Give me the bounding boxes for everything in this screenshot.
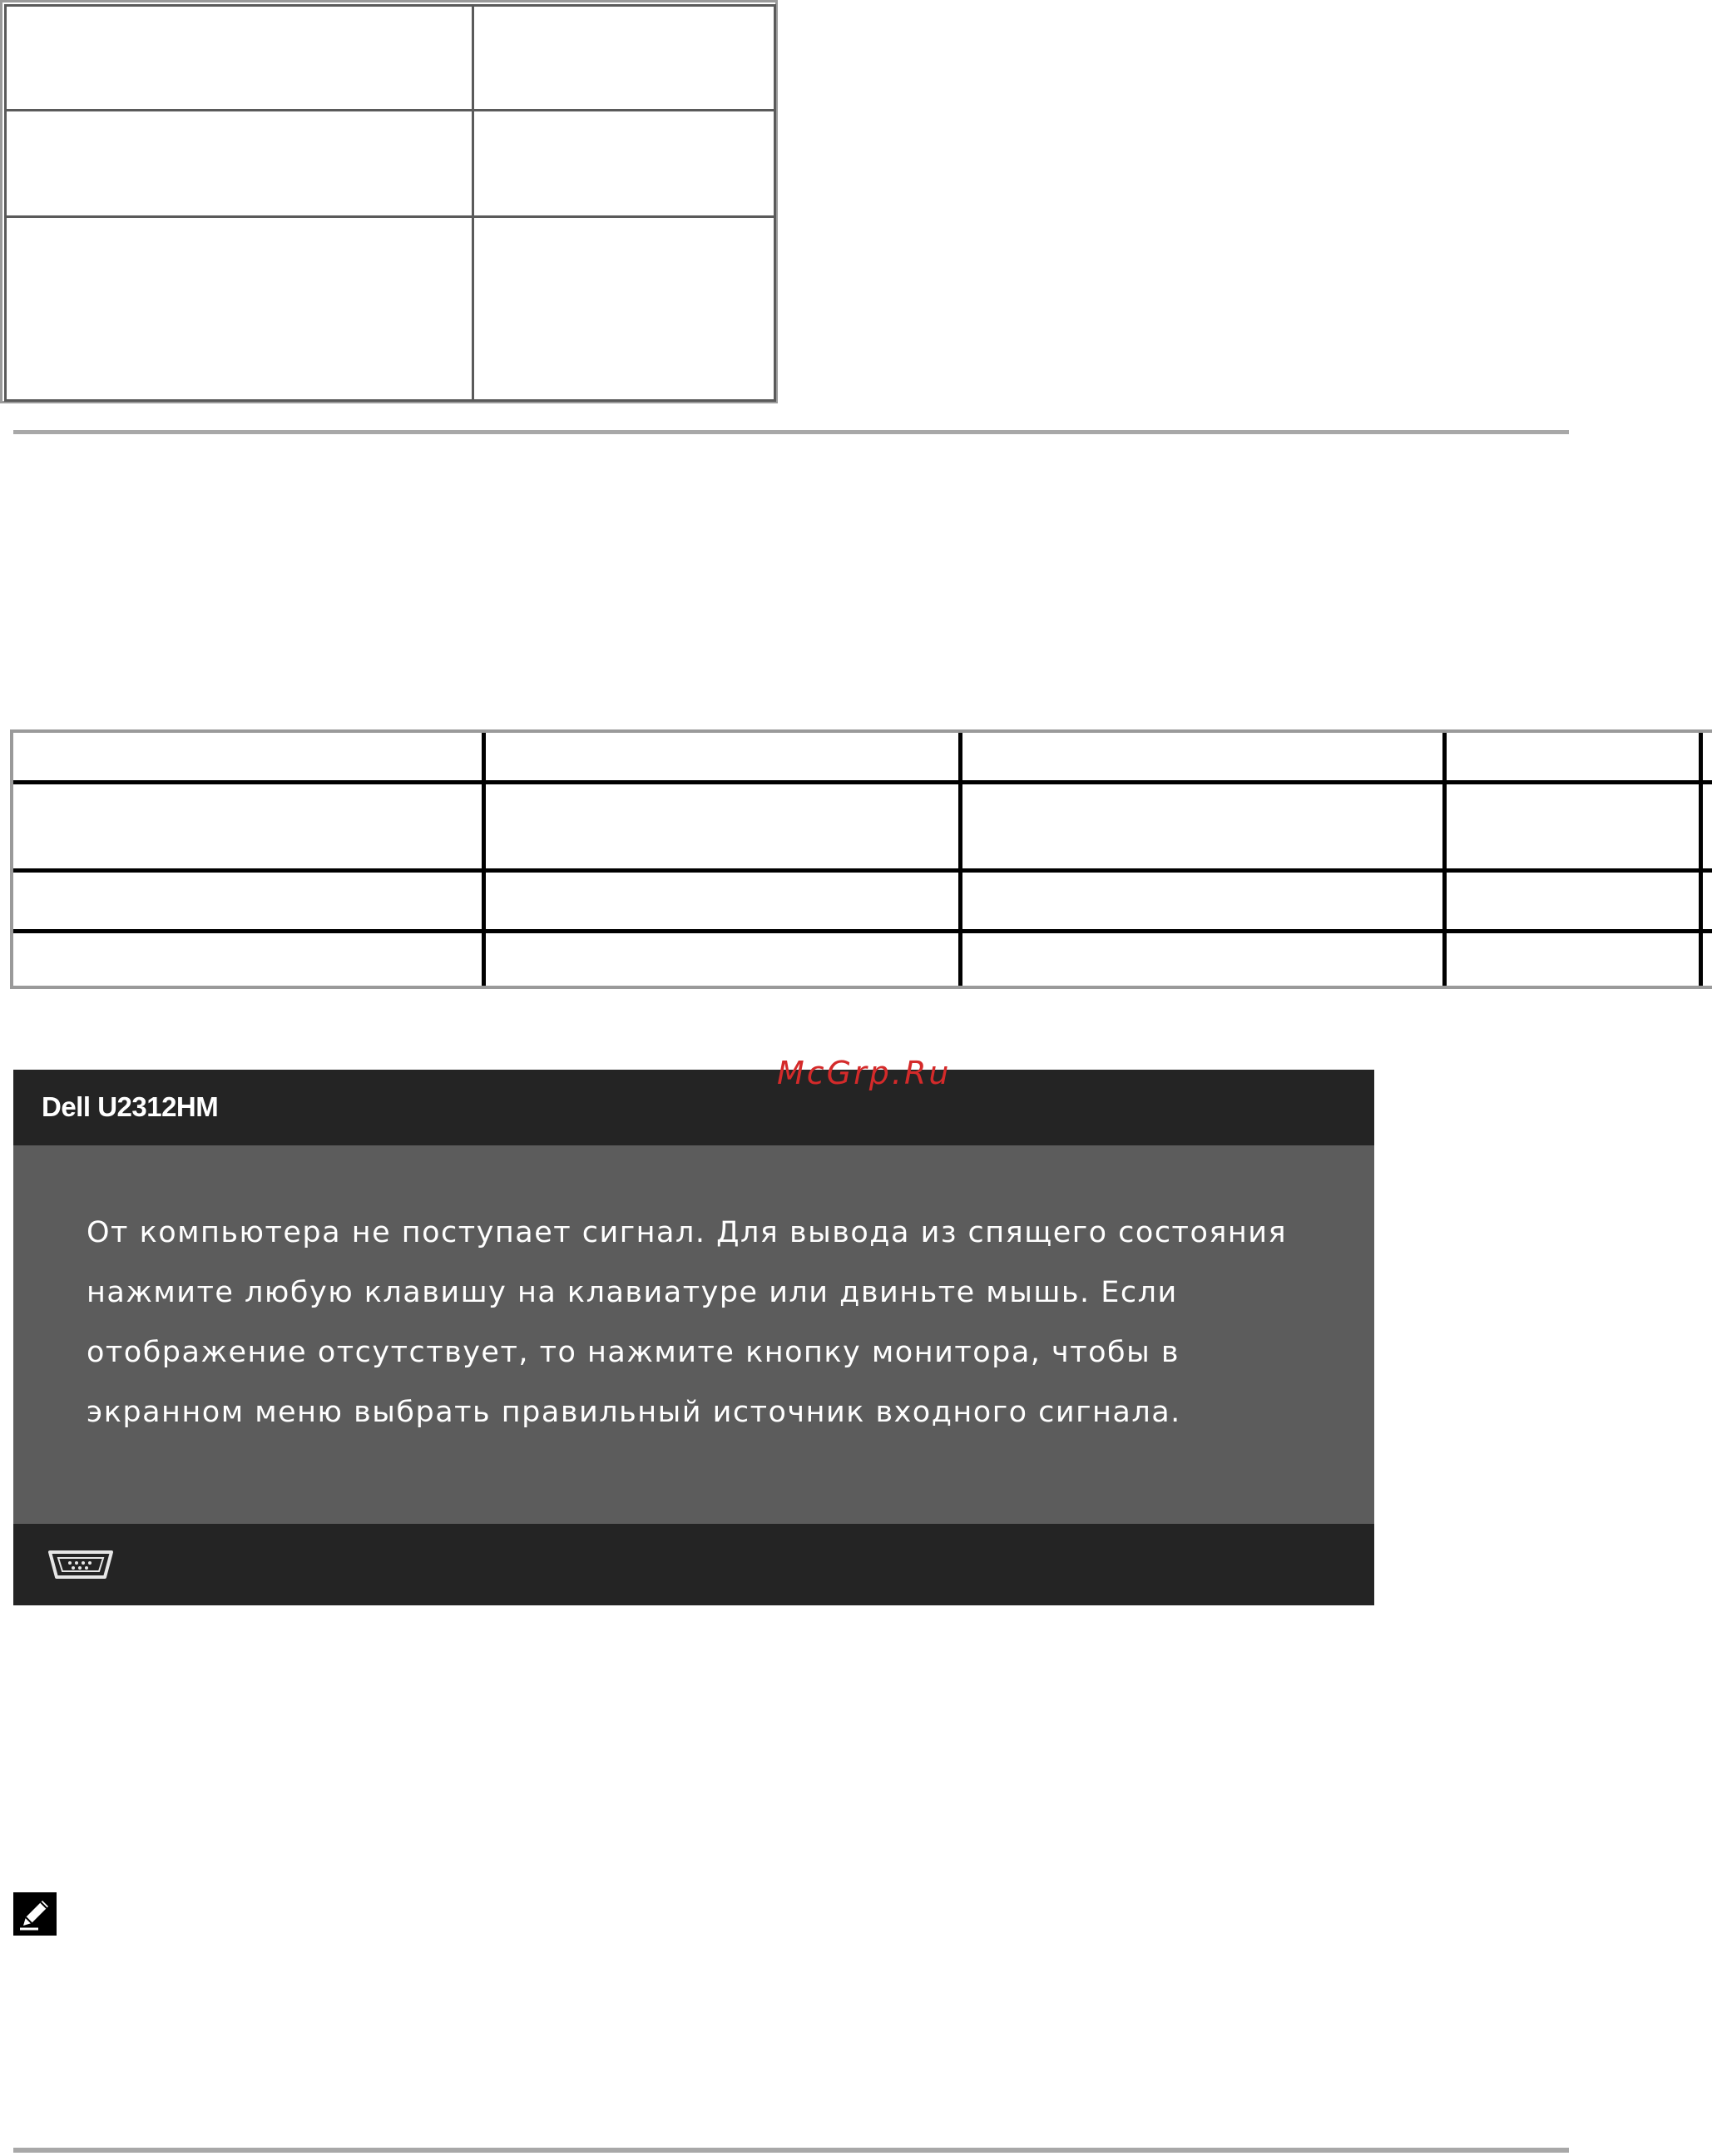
osd-message-line: экранном меню выбрать правильный источник входного сигнала. xyxy=(87,1396,1181,1429)
table-cell xyxy=(4,109,474,218)
vga-connector-icon xyxy=(45,1549,116,1580)
osd-message-line: нажмите любую клавишу на клавиатуре или двиньте мышь. Если xyxy=(87,1276,1178,1309)
table-cell xyxy=(472,4,776,111)
mode-table xyxy=(10,729,1712,989)
table-column-divider xyxy=(1442,733,1447,986)
section-divider xyxy=(13,2148,1569,2153)
top-info-table xyxy=(0,0,778,403)
table-row-divider xyxy=(13,780,1712,784)
table-column-divider xyxy=(958,733,962,986)
table-row-divider xyxy=(13,929,1712,933)
table-cell xyxy=(4,4,474,111)
table-cell xyxy=(4,215,474,402)
watermark-text: McGrp.Ru xyxy=(777,1055,952,1091)
osd-footer xyxy=(13,1524,1374,1605)
osd-title: Dell U2312HM xyxy=(42,1091,219,1122)
osd-message xyxy=(87,1203,1343,1442)
table-row-divider xyxy=(13,868,1712,873)
osd-message-line: отображение отсутствует, то нажмите кнопку монитора, чтобы в xyxy=(87,1336,1180,1369)
osd-header xyxy=(13,1070,1374,1145)
table-cell xyxy=(472,109,776,218)
table-column-divider xyxy=(1699,733,1703,986)
pencil-note-icon xyxy=(13,1892,57,1936)
table-column-divider xyxy=(482,733,486,986)
osd-message-line: От компьютера не поступает сигнал. Для вывода из спящего состояния xyxy=(87,1216,1288,1249)
table-cell xyxy=(472,215,776,402)
osd-no-signal-dialog xyxy=(13,1070,1374,1605)
section-divider xyxy=(13,430,1569,434)
